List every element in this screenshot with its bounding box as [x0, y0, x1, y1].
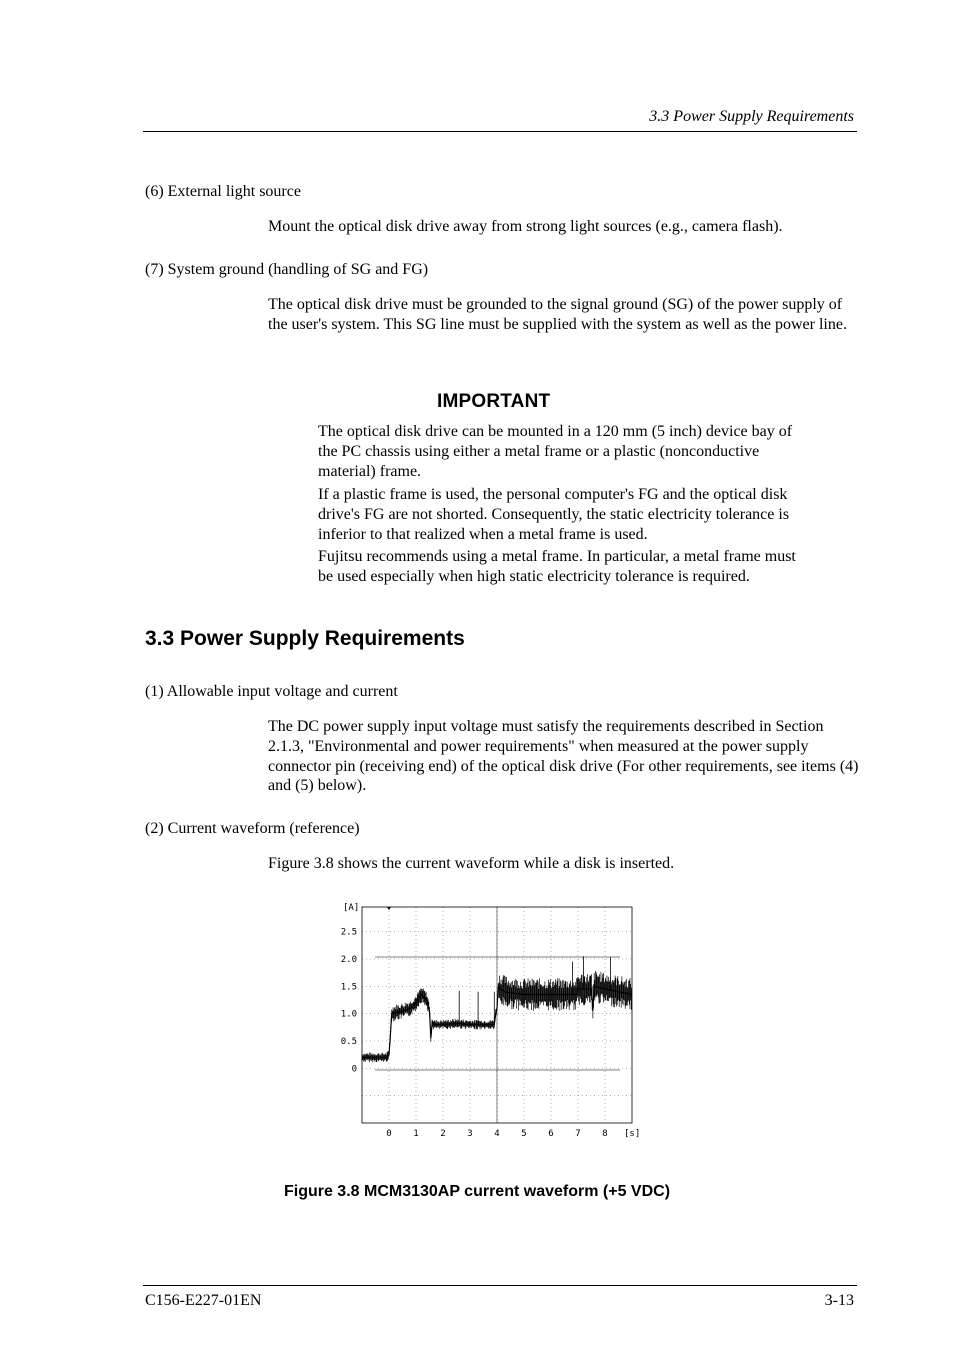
trigger-marker-icon	[387, 907, 391, 910]
y-tick-label: 0.5	[340, 1036, 357, 1047]
x-tick-label: 1	[413, 1129, 419, 1139]
important-paragraph-2: If a plastic frame is used, the personal computer's FG and the optical disk drive's FG are not shorted. Consequently, the static electricity tolerance is inferior to that realized when a metal frame is used.	[318, 486, 790, 543]
important-heading: IMPORTANT	[437, 391, 551, 412]
footer-rule	[143, 1285, 857, 1286]
x-tick-label: 3	[467, 1129, 473, 1139]
x-tick-label: 4	[494, 1129, 500, 1139]
x-tick-label: 5	[521, 1129, 527, 1139]
x-tick-label: 7	[575, 1129, 581, 1139]
item-2-title: (2) Current waveform (reference)	[145, 820, 360, 837]
document-number: C156-E227-01EN	[145, 1292, 262, 1309]
running-header: 3.3 Power Supply Requirements	[649, 108, 854, 125]
y-tick-label: 2.5	[340, 927, 357, 938]
item-1-text: The DC power supply input voltage must satisfy the requirements described in Section 2.1.3, "Environmental and power requirements" when measured at the power supply connector pin (receiving end) of the optical disk drive (For other requirements, see items (4) and (5) below).	[268, 718, 859, 795]
important-paragraph-1: The optical disk drive can be mounted in a 120 mm (5 inch) device bay of the PC chassis using either a metal frame or a plastic (nonconductive material) frame.	[318, 423, 793, 480]
x-unit-label: [s]	[624, 1129, 641, 1139]
item-1-title: (1) Allowable input voltage and current	[145, 683, 398, 700]
item-6-text: Mount the optical disk drive away from strong light sources (e.g., camera flash).	[268, 218, 783, 235]
x-tick-label: 6	[548, 1129, 554, 1139]
page-number: 3-13	[824, 1292, 854, 1309]
y-unit-label: [A]	[343, 903, 360, 913]
header-rule	[143, 131, 857, 132]
x-tick-label: 8	[602, 1129, 608, 1139]
item-2-text: Figure 3.8 shows the current waveform while a disk is inserted.	[268, 855, 675, 872]
x-tick-label: 0	[386, 1129, 392, 1139]
y-tick-label: 2.0	[340, 954, 357, 965]
y-tick-label: 1.5	[340, 982, 357, 993]
y-tick-label: 1.0	[340, 1009, 357, 1020]
item-6-title: (6) External light source	[145, 183, 301, 200]
figure-caption: Figure 3.8 MCM3130AP current waveform (+5 VDC)	[283, 1183, 671, 1200]
important-paragraph-3: Fujitsu recommends using a metal frame. In particular, a metal frame must be used especially when high static electricity tolerance is required.	[318, 548, 796, 585]
section-heading: 3.3 Power Supply Requirements	[145, 627, 465, 650]
item-7-title: (7) System ground (handling of SG and FG)	[145, 261, 429, 278]
item-7-text: The optical disk drive must be grounded to the signal ground (SG) of the power supply of the user's system. This SG line must be supplied with the system as well as the power line.	[268, 296, 847, 333]
current-series-noise	[362, 956, 631, 1062]
current-waveform-chart	[330, 895, 650, 1145]
y-tick-label: 0	[351, 1064, 357, 1075]
x-tick-label: 2	[440, 1129, 446, 1139]
